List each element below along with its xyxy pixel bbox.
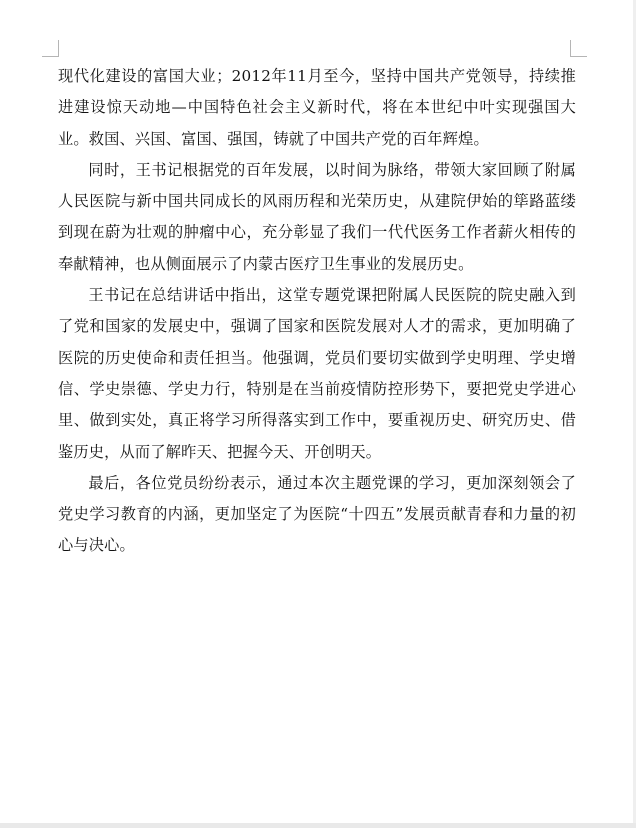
top-left-margin-mark [42,40,59,57]
top-right-margin-mark [570,40,587,57]
page-bottom-edge [0,823,636,828]
paragraph-3[interactable]: 王书记在总结讲话中指出，这堂专题党课把附属人民医院的院史融入到了党和国家的发展史中，强调了国家和医院发展对人才的需求，更加明确了医院的历史使命和责任担当。他强调，党员们要切实做到学史明理、学史增信、学史崇德、学史力行，特别是在当前疫情防控形势下，要把党史学进心里、做到实处，真正将学习所得落实到工作中，要重视历史、研究历史、借鉴历史，从而了解昨天、把握今天、开创明天。 [58,286,576,461]
document-body[interactable] [58,61,576,562]
paragraph-2[interactable]: 同时，王书记根据党的百年发展，以时间为脉络，带领大家回顾了附属人民医院与新中国共同成长的风雨历程和光荣历史，从建院伊始的筚路蓝缕到现在蔚为壮观的肿瘤中心，充分彰显了我们一代代医务工作者薪火相传的奉献精神，也从侧面展示了内蒙古医疗卫生事业的发展历史。 [58,160,576,273]
paragraph-1[interactable]: 现代化建设的富国大业；2012年11月至今，坚持中国共产党领导，持续推进建设惊天动地—中国特色社会主义新时代，将在本世纪中叶实现强国大业。救国、兴国、富国、强国，铸就了中国共产党的百年辉煌。 [58,67,576,148]
paragraph-4[interactable]: 最后，各位党员纷纷表示，通过本次主题党课的学习，更加深刻领会了党史学习教育的内涵，更加坚定了为医院“十四五”发展贡献青春和力量的初心与决心。 [58,473,576,555]
